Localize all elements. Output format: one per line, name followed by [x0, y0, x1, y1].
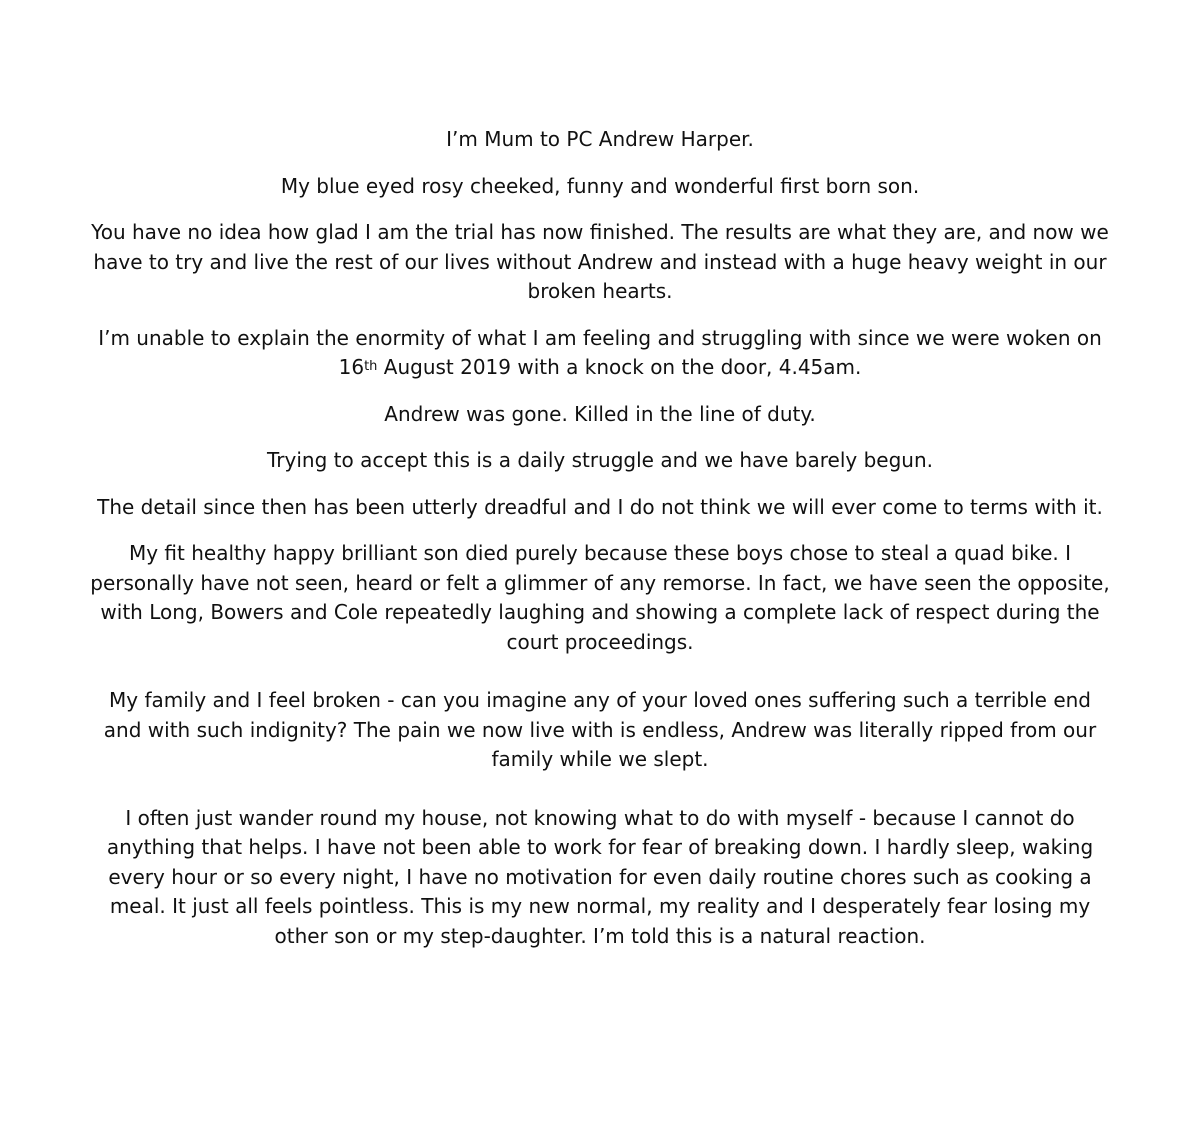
paragraph-intro: I’m Mum to PC Andrew Harper.	[446, 127, 754, 151]
paragraph-detail: The detail since then has been utterly dreadful and I do not think we will ever come to terms with it.	[97, 494, 1103, 519]
woken-text-after: August 2019 with a knock on the door, 4.45am.	[377, 355, 862, 379]
paragraph-wander: I often just wander round my house, not knowing what to do with myself - because I cannot do anything that helps. I have not been able to work for fear of breaking down. I hardly sleep, waking every hour or so every night, I have no motivation for even daily routine chores such as cooking a meal. It just all feels pointless. This is my new normal, my reality and I desperately fear losing my other son or my step-daughter. I’m told this is a natural reaction.	[106, 805, 1094, 948]
statement-document	[90, 125, 1110, 968]
paragraph-struggle: Trying to accept this is a daily struggle and we have barely begun.	[267, 448, 933, 472]
paragraph-broken: My family and I feel broken - can you imagine any of your loved ones suffering such a terrible end and with such indignity? The pain we now live with is endless, Andrew was literally ripped from our family while we slept.	[103, 688, 1097, 771]
paragraph-son: My blue eyed rosy cheeked, funny and wonderful first born son.	[280, 173, 920, 198]
paragraph-gone: Andrew was gone. Killed in the line of duty.	[384, 401, 816, 426]
ordinal-suffix: th	[364, 359, 378, 374]
paragraph-woken	[90, 324, 1110, 383]
paragraph-remorse: My fit healthy happy brilliant son died purely because these boys chose to steal a quad bike. I personally have not seen, heard or felt a glimmer of any remorse. In fact, we have seen the opposite, with Long, Bowers and Cole repeatedly laughing and showing a complete lack of respect during the court proceedings.	[90, 541, 1110, 654]
woken-text-before: I’m unable to explain the enormity of what I am feeling and struggling with since we were woken on 16	[98, 325, 1102, 379]
paragraph-trial: You have no idea how glad I am the trial has now finished. The results are what they are, and now we have to try and live the rest of our lives without Andrew and instead with a huge heavy weight in our broken hearts.	[91, 220, 1109, 303]
